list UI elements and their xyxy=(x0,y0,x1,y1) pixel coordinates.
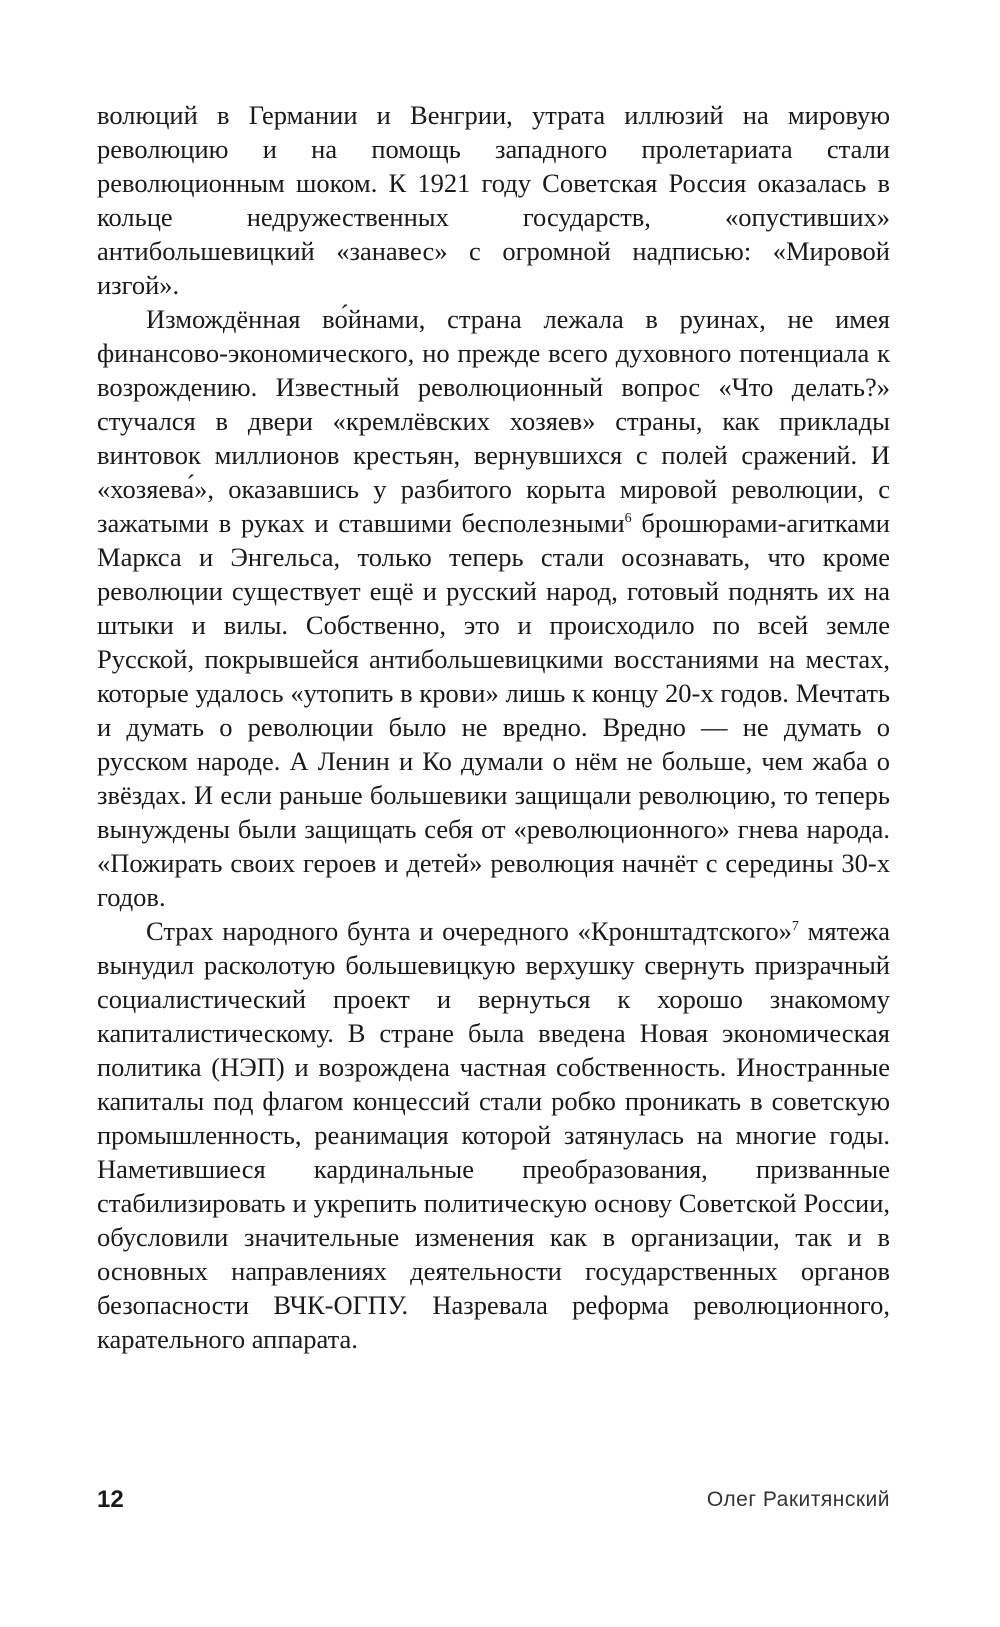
footnote-marker-7[interactable]: 7 xyxy=(791,919,799,935)
paragraph-2-text-a: Измождённая во́йнами, страна лежала в руинах, не имея финансово-экономического, но прежде всего духовного потенциала к возрождению. Известный революционный вопрос «Что делать?» стучался в двери «кремлёвских хозяев» страны, как приклады винтовок миллионов крестьян, вернувшихся с полей сражений. И «хозяева́», оказавшись у разбитого корыта мировой революции, с зажатыми в руках и ставшими бесполезными xyxy=(97,304,890,538)
paragraph-3-text-a: Страх народного бунта и очередного «Кронштадтского» xyxy=(146,916,792,946)
running-footer-author: Олег Ракитянский xyxy=(706,1488,890,1511)
paragraph-ruined-country xyxy=(97,302,890,914)
page-footer xyxy=(97,1486,890,1520)
paragraph-1-text: волюций в Германии и Венгрии, утрата иллюзий на мировую революцию и на помощь западного пролетариата стали революционным шоком. К 1921 году Советская Россия оказалась в кольце недружественных государств, «опустивших» антибольшевицкий «занавес» с огромной надписью: «Мировой изгой». xyxy=(97,100,890,300)
page-number: 12 xyxy=(97,1486,124,1513)
page-body xyxy=(97,98,890,1356)
paragraph-nep xyxy=(97,914,890,1356)
paragraph-continuation xyxy=(97,98,890,302)
paragraph-2-text-b: брошюрами-агитками Маркса и Энгельса, только теперь стали осознавать, что кроме революции существует ещё и русский народ, готовый поднять их на штыки и вилы. Собственно, это и происходило по всей земле Русской, покрывшейся антибольшевицкими восстаниями на местах, которые удалось «утопить в крови» лишь к концу 20-х годов. Мечтать и думать о революции было не вредно. Вредно — не думать о русском народе. А Ленин и Ко думали о нём не больше, чем жаба о звёздах. И если раньше большевики защищали революцию, то теперь вынуждены были защищать себя от «революционного» гнева народа. «Пожирать своих героев и детей» революция начнёт с середины 30-х годов. xyxy=(97,508,890,912)
footnote-marker-6[interactable]: 6 xyxy=(624,511,632,527)
paragraph-3-text-b: мятежа вынудил расколотую большевицкую верхушку свернуть призрачный социалистический проект и вернуться к хорошо знакомому капиталистическому. В стране была введена Новая экономическая политика (НЭП) и возрождена частная собственность. Иностранные капиталы под флагом концессий стали робко проникать в советскую промышленность, реанимация которой затянулась на многие годы. Наметившиеся кардинальные преобразования, призванные стабилизировать и укрепить политическую основу Советской России, обусловили значительные изменения как в организации, так и в основных направлениях деятельности государственных органов безопасности ВЧК-ОГПУ. Назревала реформа революционного, карательного аппарата. xyxy=(97,916,890,1354)
